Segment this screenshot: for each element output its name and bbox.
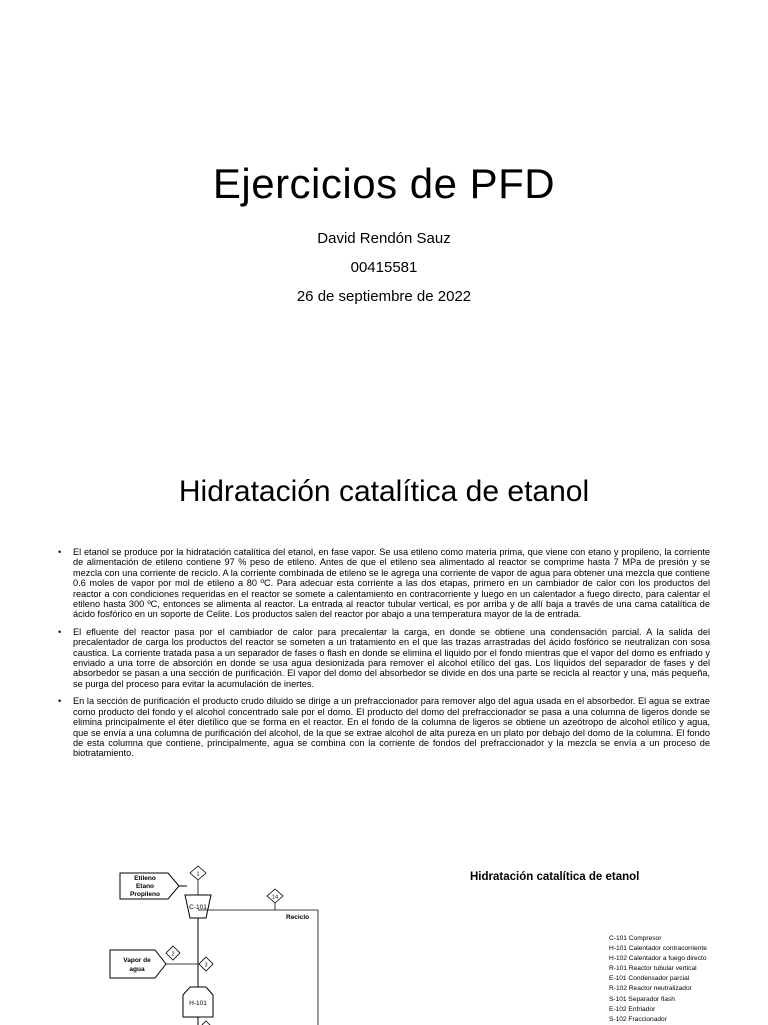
recycle-label: Reciclo: [286, 914, 310, 921]
paragraph-list: [58, 547, 710, 766]
diagram-title: Hidratación catalítica de etanol: [470, 871, 640, 883]
legend-item: H-101 Calentador contracorriente: [609, 945, 707, 953]
cover-title: Ejercicios de PFD: [212, 160, 556, 207]
process-flow-diagram: [100, 865, 320, 1025]
legend-item: R-101 Reactor tubular vertical: [609, 965, 697, 973]
paragraph: • En la sección de purificación el producto crudo diluido se dirige a un prefraccionador para remover algo del agua usada en el absorbedor. El agua se extrae como producto del fondo y el alcohol concentrado sale por el domo. El producto del domo del prefraccionador se pasa a una columna de ligeros donde se elimina principalmente el éter dietílico que se forma en el reactor. En el fondo de la columna de ligeros se obtiene un azeótropo de alcohol etílico y agua, que se envía a una columna de purificación del alcohol, de la que se extrae alcohol de alta pureza en un plato por debajo del domo de la columna. El fondo de esta columna que contiene, principalmente, agua se combina con la corriente de fondos del prefraccionador y la mezcla se envía a un proceso de biotratamiento.: [58, 696, 710, 758]
content-slide: [0, 420, 768, 1024]
heat-exchanger-label: H-101: [189, 1000, 207, 1007]
feed1-label: Propileno: [130, 891, 160, 898]
slide-title: Hidratación catalítica de etanol: [178, 475, 590, 508]
legend-item: H-102 Calentador a fuego directo: [609, 955, 707, 963]
stream-number: 2: [171, 951, 175, 958]
feed2-label: Vapor de: [123, 957, 151, 964]
cover-author: David Rendón Sauz: [317, 230, 451, 247]
legend-item: C-101 Compresor: [609, 935, 662, 942]
cover-student-id: 00415581: [350, 259, 418, 276]
stream-number: 14: [271, 894, 279, 901]
cover-slide: [0, 0, 768, 420]
legend-item: E-101 Condensador parcial: [609, 975, 690, 983]
legend-item: R-102 Reactor neutralizador: [609, 985, 692, 993]
paragraph: • El efluente del reactor pasa por el cambiador de calor para precalentar la carga, en donde se obtiene una condensación parcial. A la salida del precalentador de carga los productos del reactor se someten a un tratamiento en el que las trazas arrastradas del ácido fosfórico se neutralizan con sosa caustica. La corriente tratada pasa a un separador de fases o flash en donde se elimina el liquido por el fondo mientras que el vapor del domo es enfriado y enviado a una torre de absorción en donde se usa agua desionizada para remover el alcohol etílico del gas. Los líquidos del separador de fases y del absorbedor se pasan a una sección de purificación. El vapor del domo del absorbedor se divide en dos una parte se recicla al reactor y una, más pequeña, se purga del proceso para evitar la acumulación de inertes.: [58, 627, 710, 689]
compressor-label: C-101: [189, 904, 207, 911]
feed1-label: Etileno: [134, 875, 156, 882]
feed1-label: Etano: [135, 883, 155, 890]
paragraph: • El etanol se produce por la hidratación catalítica del etanol, en fase vapor. Se usa etileno como materia prima, que viene con etano y propileno, la corriente de alimentación de etileno contiene 97 % peso de etileno. Antes de que el etileno sea alimentado al reactor se comprime hasta 7 MPa de presión y se mezcla con una corriente de reciclo. A la corriente combinada de etileno se le agrega una corriente de vapor de agua para obtener una mezcla que contiene 0.6 moles de vapor por mol de etileno a 80 ºC. Para adecuar esta corriente a las dos etapas, primero en un cambiador de calor con los productos del reactor a con condiciones requeridas en el reactor se somete a calentamiento en contracorriente y luego en un calentador a fuego directo, para calentar el etileno hasta 300 ºC, entonces se alimenta al reactor. La entrada al reactor tubular vertical, es por arriba y de allí baja a través de una cama catalítica de ácido fosfórico en un soporte de Celite. Los productos salen del reactor por abajo a una temperatura mayor de la de entrada.: [58, 547, 710, 620]
legend-item: E-102 Enfriador: [609, 1005, 656, 1013]
equipment-legend: [609, 934, 707, 1025]
feed-steam-tag: [110, 950, 166, 978]
legend-item: S-102 Fraccionador: [609, 1015, 667, 1023]
cover-date: 26 de septiembre de 2022: [296, 288, 472, 305]
stream-number: 1: [196, 871, 200, 878]
stream-number: 3: [204, 962, 208, 969]
legend-item: S-101 Separador flash: [609, 995, 675, 1003]
feed2-label: agua: [129, 966, 145, 973]
stream-tag: [199, 1021, 213, 1025]
